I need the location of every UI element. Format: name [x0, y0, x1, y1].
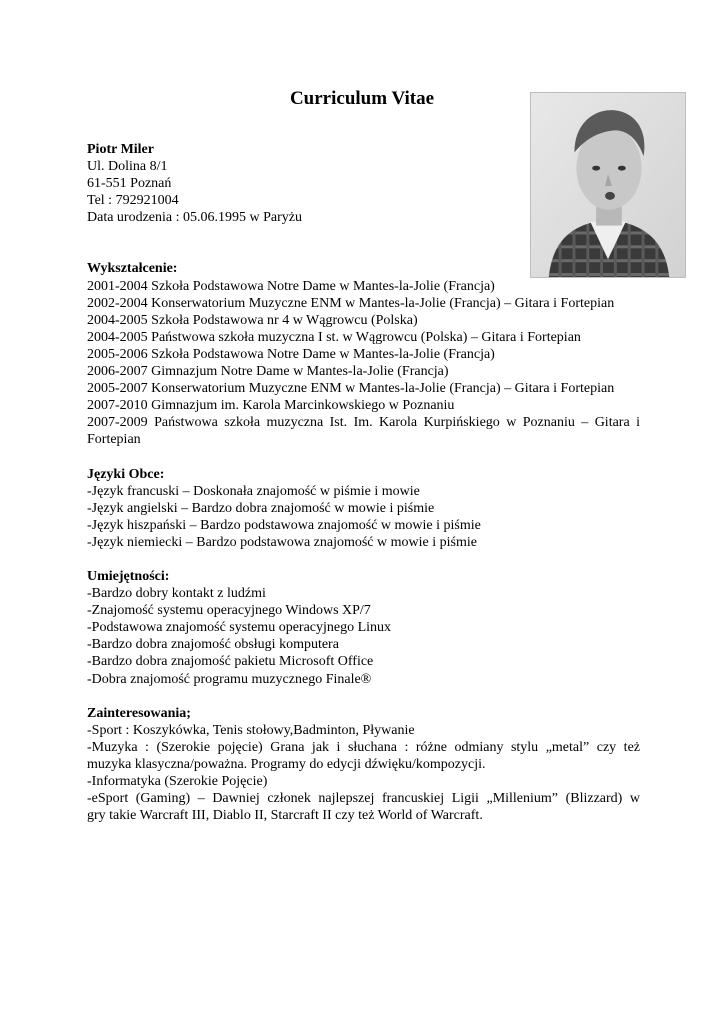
- cv-content: [87, 141, 640, 824]
- skill-item: -Podstawowa znajomość systemu operacyjnego Linux: [87, 620, 392, 636]
- education-item: 2004-2005 Państwowa szkoła muzyczna I st. w Wągrowcu (Polska) – Gitara i Fortepian: [87, 329, 581, 345]
- education-item: 2006-2007 Gimnazjum Notre Dame w Mantes-la-Jolie (Francja): [87, 364, 449, 380]
- page-title: Curriculum Vitae: [289, 88, 435, 109]
- interest-it: -Informatyka (Szerokie Pojęcie): [87, 774, 268, 789]
- skill-item: -Znajomość systemu operacyjnego Windows XP/7: [87, 603, 371, 619]
- interests-heading: Zainteresowania;: [87, 705, 191, 721]
- language-item: -Język hiszpański – Bardzo podstawowa znajomość w mowie i piśmie: [87, 517, 481, 533]
- skill-item: -Bardzo dobra znajomość obsługi komputera: [87, 637, 339, 653]
- skill-item: -Bardzo dobra znajomość pakietu Microsoft Office: [87, 654, 374, 670]
- skill-item: -Bardzo dobry kontakt z ludźmi: [87, 586, 266, 602]
- interest-esport-line1: -eSport (Gaming) – Dawniej członek najlepszej francuskiej Ligii „Millenium” (Blizzard) w: [87, 791, 640, 807]
- education-item: 2004-2005 Szkoła Podstawowa nr 4 w Wągrowcu (Polska): [87, 312, 418, 328]
- education-item: 2005-2006 Szkoła Podstawowa Notre Dame w Mantes-la-Jolie (Francja): [87, 346, 495, 362]
- education-item-last-line1: 2007-2009 Państwowa szkoła muzyczna Ist. Im. Karola Kurpińskiego w Poznaniu – Gitara i: [87, 415, 640, 431]
- skills-heading: Umiejętności:: [87, 568, 170, 584]
- education-item-last-line2: Fortepian: [87, 432, 141, 448]
- education-item: 2001-2004 Szkoła Podstawowa Notre Dame w Mantes-la-Jolie (Francja): [87, 278, 495, 294]
- education-item: 2002-2004 Konserwatorium Muzyczne ENM w Mantes-la-Jolie (Francja) – Gitara i Fortepian: [87, 295, 615, 311]
- languages-heading: Języki Obce:: [87, 466, 165, 482]
- phone: Tel : 792921004: [87, 193, 179, 209]
- address-city: 61-551 Poznań: [87, 176, 172, 192]
- interest-esport-line2: gry takie Warcraft III, Diablo II, Starcraft II czy też World of Warcraft.: [87, 808, 483, 824]
- education-item: 2007-2010 Gimnazjum im. Karola Marcinkowskiego w Poznaniu: [87, 398, 455, 414]
- address-street: Ul. Dolina 8/1: [87, 159, 168, 175]
- interest-music-line1: -Muzyka : (Szerokie pojęcie) Grana jak i słuchana : różne odmiany stylu „metal” czy też: [87, 739, 640, 755]
- person-name: Piotr Miler: [87, 142, 154, 157]
- interest-music-line2: muzyka klasyczna/poważna. Programy do edycji dźwięku/kompozycji.: [87, 756, 486, 772]
- language-item: -Język angielski – Bardzo dobra znajomość w mowie i piśmie: [87, 500, 435, 516]
- skill-item: -Dobra znajomość programu muzycznego Finale®: [87, 671, 372, 687]
- education-heading: Wykształcenie:: [87, 261, 178, 277]
- education-item: 2005-2007 Konserwatorium Muzyczne ENM w Mantes-la-Jolie (Francja) – Gitara i Fortepian: [87, 381, 615, 397]
- birth-date: Data urodzenia : 05.06.1995 w Paryżu: [87, 210, 302, 226]
- language-item: -Język niemiecki – Bardzo podstawowa znajomość w mowie i piśmie: [87, 534, 477, 550]
- interest-sport: -Sport : Koszykówka, Tenis stołowy,Badminton, Pływanie: [87, 722, 415, 738]
- language-item: -Język francuski – Doskonała znajomość w piśmie i mowie: [87, 483, 420, 499]
